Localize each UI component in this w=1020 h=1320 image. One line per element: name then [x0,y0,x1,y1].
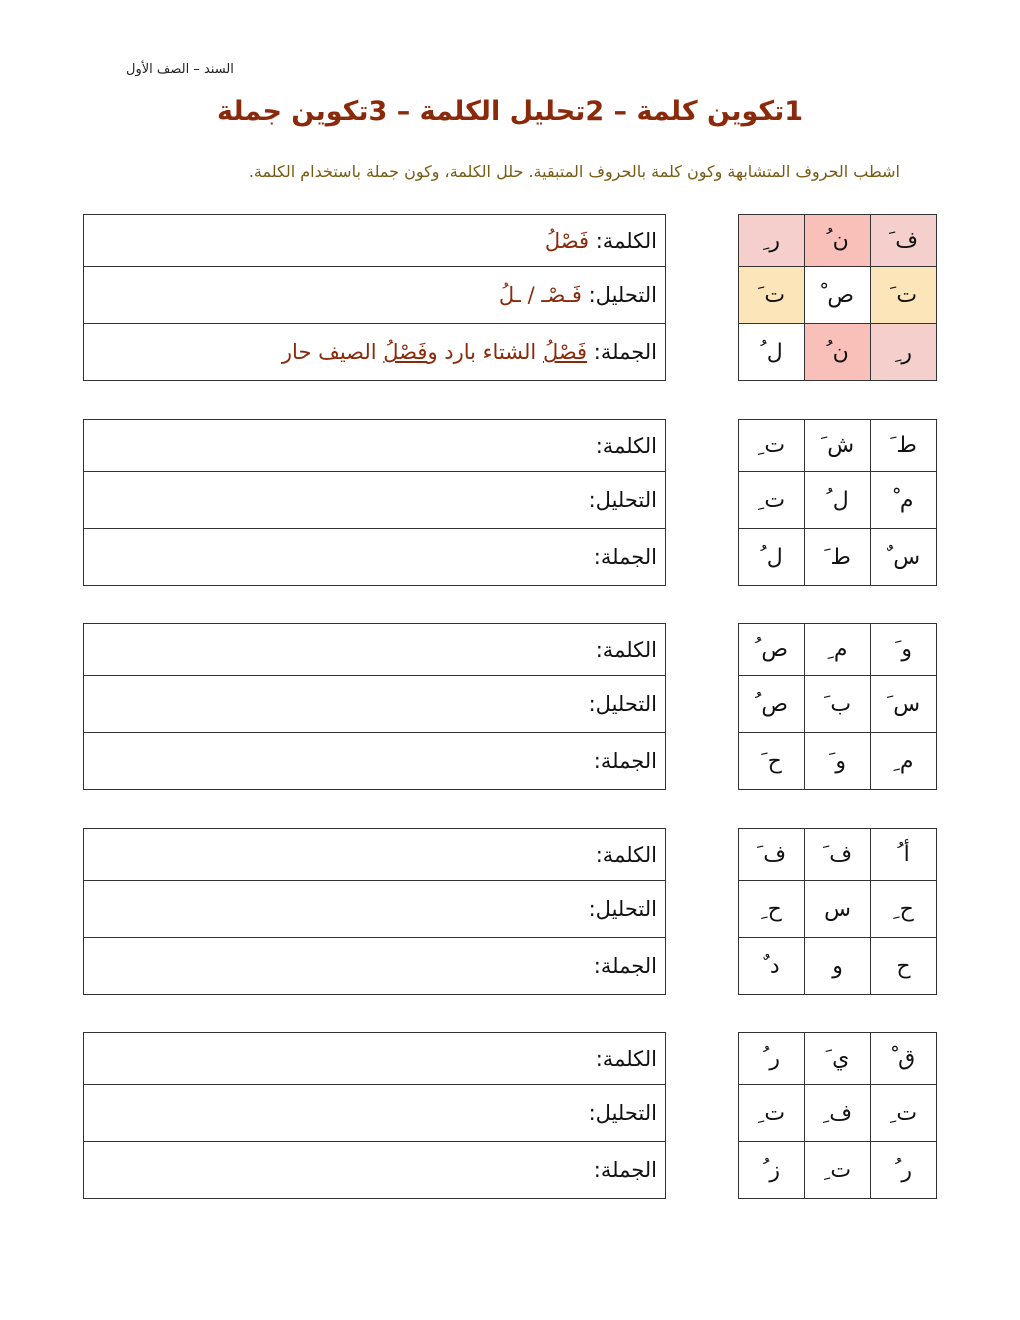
letter-cell[interactable]: ي َ [805,1033,871,1085]
answer-table [83,828,666,995]
letter-cell[interactable]: م ْ [871,472,937,529]
letter-cell[interactable]: ص ُ [739,676,805,733]
letter-cell[interactable]: ر ِ [739,215,805,267]
letter-grid [738,419,937,586]
word-row[interactable]: الكلمة: [84,420,666,472]
letter-cell[interactable]: ص ُ [739,624,805,676]
letter-cell[interactable]: ت َ [739,267,805,324]
letter-cell[interactable]: ت ِ [805,1142,871,1199]
sentence-row[interactable]: الجملة: [84,1142,666,1199]
letter-cell[interactable]: ل ُ [739,324,805,381]
letter-cell[interactable]: ر ُ [739,1033,805,1085]
letter-cell[interactable]: ن ُ [805,324,871,381]
word-row[interactable]: الكلمة: [84,829,666,881]
letter-cell[interactable]: ق ْ [871,1033,937,1085]
letter-cell[interactable]: ت ِ [739,420,805,472]
letter-grid [738,1032,937,1199]
letter-cell[interactable]: ت َ [871,267,937,324]
page-title: 1تكوين كلمة – 2تحليل الكلمة – 3تكوين جملة [216,96,804,127]
analysis-row[interactable]: التحليل: [84,472,666,529]
letter-cell[interactable]: ت ِ [739,472,805,529]
letter-cell[interactable]: ط َ [871,420,937,472]
letter-cell[interactable]: و َ [871,624,937,676]
exercise-block-3 [0,623,1020,793]
letter-cell[interactable]: س َ [871,676,937,733]
letter-cell[interactable]: ف َ [871,215,937,267]
letter-cell[interactable]: ف َ [739,829,805,881]
letter-cell[interactable]: ح ِ [871,881,937,938]
letter-cell[interactable]: م ِ [805,624,871,676]
letter-cell[interactable]: و [805,938,871,995]
letter-cell[interactable]: ص ْ [805,267,871,324]
letter-cell[interactable]: ت ِ [871,1085,937,1142]
letter-cell[interactable]: أ ُ [871,829,937,881]
letter-cell[interactable]: ن ُ [805,215,871,267]
letter-cell[interactable]: ح [871,938,937,995]
answer-table [83,214,666,381]
answer-table [83,1032,666,1199]
letter-cell[interactable]: ز ُ [739,1142,805,1199]
exercise-block-1 [0,214,1020,384]
sentence-row[interactable]: الجملة: [84,733,666,790]
letter-cell[interactable]: س ٌ [871,529,937,586]
letter-grid [738,214,937,381]
exercise-block-2 [0,419,1020,589]
sentence-answer: فَصْلُ الشتاء بارد وفَصْلُ الصيف حار [281,340,588,364]
sentence-row[interactable]: الجملة: فَصْلُ الشتاء بارد وفَصْلُ الصيف حار [84,324,666,381]
letter-cell[interactable]: ر ُ [871,1142,937,1199]
header-note: السند – الصف الأول [126,62,234,77]
word-row[interactable]: الكلمة: [84,1033,666,1085]
letter-cell[interactable]: ر ِ [871,324,937,381]
analysis-row[interactable]: التحليل: فَـصْـ / ـلُ [84,267,666,324]
sentence-row[interactable]: الجملة: [84,529,666,586]
word-row[interactable]: الكلمة: فَصْلُ [84,215,666,267]
word-row[interactable]: الكلمة: [84,624,666,676]
letter-cell[interactable]: ف ِ [805,1085,871,1142]
letter-cell[interactable]: و َ [805,733,871,790]
exercise-block-5 [0,1032,1020,1202]
exercise-block-4 [0,828,1020,998]
answer-table [83,419,666,586]
analysis-row[interactable]: التحليل: [84,676,666,733]
analysis-row[interactable]: التحليل: [84,1085,666,1142]
letter-cell[interactable]: ل ُ [739,529,805,586]
letter-cell[interactable]: م ِ [871,733,937,790]
letter-cell[interactable]: ح َ [739,733,805,790]
sentence-row[interactable]: الجملة: [84,938,666,995]
letter-grid [738,623,937,790]
word-answer: فَصْلُ [544,228,590,253]
analysis-row[interactable]: التحليل: [84,881,666,938]
letter-cell[interactable]: ط َ [805,529,871,586]
analysis-answer: فَـصْـ / ـلُ [498,283,582,307]
letter-cell[interactable]: د ٌ [739,938,805,995]
letter-cell[interactable]: س [805,881,871,938]
letter-cell[interactable]: ح ِ [739,881,805,938]
letter-cell[interactable]: ب َ [805,676,871,733]
letter-cell[interactable]: ت ِ [739,1085,805,1142]
letter-cell[interactable]: ش َ [805,420,871,472]
answer-table [83,623,666,790]
letter-cell[interactable]: ل ُ [805,472,871,529]
instructions: اشطب الحروف المتشابهة وكون كلمة بالحروف المتبقية. حلل الكلمة، وكون جملة باستخدام الكلمة. [248,162,900,181]
letter-grid [738,828,937,995]
letter-cell[interactable]: ف َ [805,829,871,881]
